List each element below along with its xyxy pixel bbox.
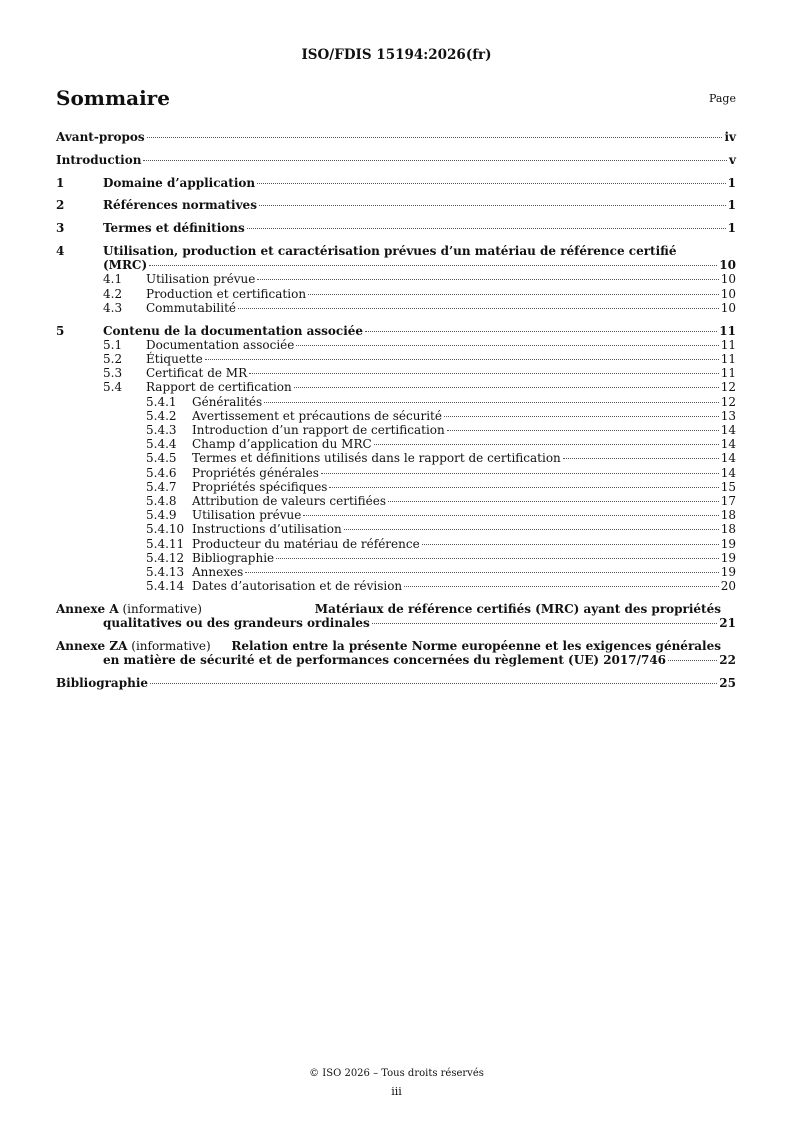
toc-entry-page: 11	[720, 366, 736, 381]
toc-entry-page: 12	[720, 380, 736, 395]
toc-entry-page: 19	[720, 550, 736, 565]
toc-entry-text: Producteur du matériau de référence	[192, 536, 420, 551]
toc-entry-number: 4.3	[103, 300, 123, 315]
toc-entry-text: Termes et définitions utilisés dans le rapport de certification	[192, 451, 561, 466]
toc-entry-5-4-12[interactable]	[56, 551, 736, 565]
toc-entry-number: 5.3	[103, 366, 123, 381]
toc-entry-page: 11	[720, 337, 736, 352]
toc-entry-text: Bibliographie	[56, 676, 149, 691]
toc-entry-page: iv	[724, 130, 736, 144]
toc-entry-page: 11	[720, 352, 736, 366]
toc-entry-text: Dates d’autorisation et de révision	[192, 579, 403, 594]
toc-entry-text: Étiquette	[146, 352, 203, 366]
toc-entry-page: 21	[719, 616, 736, 631]
toc-entry-text: Documentation associée	[146, 337, 295, 352]
toc-entry-number: 4.1	[103, 272, 123, 287]
toc-entry-annex-za[interactable]	[56, 639, 736, 667]
toc-entry-text: Domaine d’application	[103, 175, 256, 190]
toc-leader-dots	[321, 473, 719, 474]
toc-leader-dots	[303, 515, 718, 516]
toc-entry-number: 5.4.9	[146, 508, 177, 523]
toc-leader-dots	[147, 137, 723, 138]
toc-leader-dots	[264, 402, 719, 403]
toc-entry-number: 5.4.14	[146, 579, 185, 594]
toc-entry-text: Bibliographie	[192, 550, 275, 565]
toc-leader-dots	[143, 160, 727, 161]
toc-entry-3[interactable]	[56, 221, 736, 235]
toc-entry-page: 13	[720, 408, 736, 423]
toc-entry-5-4-10[interactable]	[56, 522, 736, 536]
toc-entry-page: 17	[720, 494, 736, 509]
toc-entry-page: 12	[720, 394, 736, 409]
toc-entry-number: 5.4	[103, 380, 123, 395]
toc-leader-dots	[329, 487, 718, 488]
toc-entry-5-1[interactable]	[56, 338, 736, 352]
toc-leader-dots	[259, 205, 726, 206]
toc-leader-dots	[447, 430, 719, 431]
toc-entry-5-3[interactable]	[56, 366, 736, 380]
toc-entry-number: 5	[56, 323, 65, 338]
toc-entry-page: 10	[720, 286, 736, 301]
toc-entry-page: 10	[719, 258, 736, 273]
toc-entry-4-1[interactable]	[56, 272, 736, 286]
toc-entry-text: Certificat de MR	[146, 366, 248, 381]
annex-a-label: Annexe A	[56, 602, 119, 617]
toc-entry-number: 5.4.4	[146, 437, 177, 452]
document-header: ISO/FDIS 15194:2026(fr)	[301, 47, 492, 63]
annex-za-title-line1: Relation entre la présente Norme européenne et les exigences générales	[231, 639, 721, 654]
toc-entry-number: 5.1	[103, 337, 123, 352]
toc-entry-number: 5.4.11	[146, 536, 185, 551]
toc-leader-dots	[276, 558, 719, 559]
toc-entry-5-4-9[interactable]	[56, 508, 736, 522]
annex-za-type: (informative)	[131, 639, 211, 654]
toc-leader-dots	[563, 458, 719, 459]
toc-entry-5-4-3[interactable]	[56, 423, 736, 437]
toc-leader-dots	[344, 529, 719, 530]
toc-entry-introduction[interactable]	[56, 153, 736, 167]
toc-entry-number: 5.4.5	[146, 451, 177, 466]
toc-entry-number: 5.4.2	[146, 408, 177, 423]
toc-entry-5-4-8[interactable]	[56, 494, 736, 508]
toc-leader-dots	[247, 228, 726, 229]
footer-copyright: © ISO 2026 – Tous droits réservés	[309, 1068, 484, 1079]
toc-leader-dots	[296, 345, 718, 346]
toc-entry-number: 5.4.3	[146, 423, 177, 438]
toc-leader-dots	[205, 359, 719, 360]
toc-leader-dots	[257, 183, 726, 184]
toc-entry-text: Utilisation prévue	[146, 272, 256, 287]
toc-entry-page: 1	[727, 175, 736, 190]
toc-entry-page: 10	[720, 300, 736, 315]
toc-leader-dots	[249, 373, 719, 374]
toc-entry-text: Avertissement et précautions de sécurité	[192, 408, 442, 423]
toc-entry-bibliography[interactable]	[56, 676, 736, 690]
toc-entry-text: Instructions d’utilisation	[192, 522, 342, 537]
toc-entry-page: 20	[720, 579, 736, 594]
toc-entry-text: Utilisation prévue	[192, 508, 302, 523]
toc-entry-5-4-4[interactable]	[56, 437, 736, 451]
toc-leader-dots	[294, 387, 719, 388]
toc-entry-page: 15	[720, 479, 736, 494]
toc-entry-text: Termes et définitions	[103, 221, 245, 236]
toc-entry-number: 5.4.12	[146, 550, 185, 565]
toc-entry-number: 5.4.7	[146, 479, 177, 494]
toc-entry-number: 5.2	[103, 352, 123, 366]
toc-entry-2[interactable]	[56, 198, 736, 212]
toc-entry-number: 4	[56, 243, 65, 258]
toc-entry-5-4-14[interactable]	[56, 579, 736, 593]
annex-a-title-line2: qualitatives ou des grandeurs ordinales	[103, 616, 370, 631]
toc-entry-foreword[interactable]	[56, 130, 736, 144]
toc-entry-page: 14	[720, 465, 736, 480]
toc-entry-page: 14	[720, 437, 736, 452]
toc-entry-text: Propriétés spécifiques	[192, 479, 328, 494]
toc-entry-4[interactable]	[56, 244, 736, 272]
toc-entry-text-line2: (MRC)	[103, 258, 148, 273]
toc-entry-5-4-2[interactable]	[56, 409, 736, 423]
toc-entry-text: Contenu de la documentation associée	[103, 323, 364, 338]
toc-entry-page: 19	[720, 565, 736, 580]
toc-leader-dots	[444, 416, 719, 417]
toc-entry-page: 1	[727, 198, 736, 213]
toc-entry-5-4-1[interactable]	[56, 395, 736, 409]
toc-entry-5[interactable]	[56, 324, 736, 338]
toc-entry-number: 1	[56, 175, 65, 190]
toc-entry-page: 25	[719, 676, 736, 691]
toc-leader-dots	[245, 572, 718, 573]
toc-entry-text: Généralités	[192, 394, 263, 409]
toc-entry-page: 18	[720, 508, 736, 523]
toc-entry-number: 5.4.13	[146, 565, 185, 580]
toc-entry-text: Rapport de certification	[146, 380, 292, 395]
toc-entry-page: 11	[719, 323, 736, 338]
toc-entry-text: Production et certification	[146, 286, 307, 301]
toc-leader-dots	[308, 294, 719, 295]
toc-entry-text: Introduction d’un rapport de certification	[192, 423, 445, 438]
toc-entry-page: 1	[727, 221, 736, 236]
toc-entry-5-2[interactable]	[56, 352, 736, 366]
toc-entry-5-4-5[interactable]	[56, 451, 736, 465]
toc-entry-5-4[interactable]	[56, 380, 736, 394]
toc-entry-annex-a[interactable]	[56, 602, 736, 630]
toc-leader-dots	[238, 308, 719, 309]
toc-entry-5-4-7[interactable]	[56, 480, 736, 494]
toc-entry-1[interactable]	[56, 176, 736, 190]
toc-entry-page: 10	[720, 272, 736, 287]
toc-leader-dots	[365, 331, 717, 332]
annex-a-title-line1: Matériaux de référence certifiés (MRC) ayant des propriétés	[314, 602, 721, 617]
toc-entry-page: 14	[720, 451, 736, 466]
annex-a-type: (informative)	[122, 602, 202, 617]
toc-entry-5-4-11[interactable]	[56, 537, 736, 551]
toc-entry-number: 5.4.8	[146, 494, 177, 509]
toc-entry-number: 5.4.10	[146, 522, 185, 537]
toc-leader-dots	[149, 265, 717, 266]
table-of-contents	[56, 130, 736, 690]
toc-entry-page: 14	[720, 423, 736, 438]
toc-leader-dots	[150, 683, 717, 684]
toc-entry-text: Commutabilité	[146, 300, 236, 315]
toc-entry-number: 3	[56, 221, 65, 236]
toc-entry-4-2[interactable]	[56, 287, 736, 301]
page-column-label: Page	[708, 92, 736, 105]
toc-entry-text: Attribution de valeurs certifiées	[192, 494, 387, 509]
toc-entry-text: Introduction	[56, 152, 142, 167]
toc-entry-page: 18	[720, 522, 736, 537]
annex-za-label: Annexe ZA	[56, 639, 128, 654]
toc-entry-text: Propriétés générales	[192, 465, 319, 480]
toc-entry-text: Références normatives	[103, 198, 257, 213]
toc-leader-dots	[388, 501, 719, 502]
toc-leader-dots	[422, 544, 719, 545]
toc-leader-dots	[404, 586, 719, 587]
toc-entry-5-4-6[interactable]	[56, 466, 736, 480]
toc-entry-text: Avant-propos	[56, 130, 145, 144]
toc-entry-5-4-13[interactable]	[56, 565, 736, 579]
toc-entry-4-3[interactable]	[56, 301, 736, 315]
footer-page-number: iii	[391, 1085, 402, 1098]
toc-leader-dots	[374, 444, 719, 445]
toc-entry-number: 5.4.1	[146, 394, 177, 409]
toc-entry-number: 2	[56, 198, 65, 213]
toc-entry-text: Champ d’application du MRC	[192, 437, 372, 452]
toc-entry-page: v	[729, 152, 736, 167]
toc-leader-dots	[668, 660, 717, 661]
page-title: Sommaire	[56, 86, 170, 110]
toc-entry-page: 19	[720, 536, 736, 551]
toc-leader-dots	[257, 279, 718, 280]
toc-entry-page: 22	[719, 653, 736, 668]
toc-leader-dots	[372, 623, 718, 624]
toc-entry-text-line1: Utilisation, production et caractérisation prévues d’un matériau de référence certifié	[103, 243, 677, 258]
toc-entry-number: 5.4.6	[146, 465, 177, 480]
toc-entry-text: Annexes	[192, 565, 244, 580]
toc-entry-number: 4.2	[103, 286, 123, 301]
annex-za-title-line2: en matière de sécurité et de performances concernées du règlement (UE) 2017/746	[103, 653, 667, 668]
